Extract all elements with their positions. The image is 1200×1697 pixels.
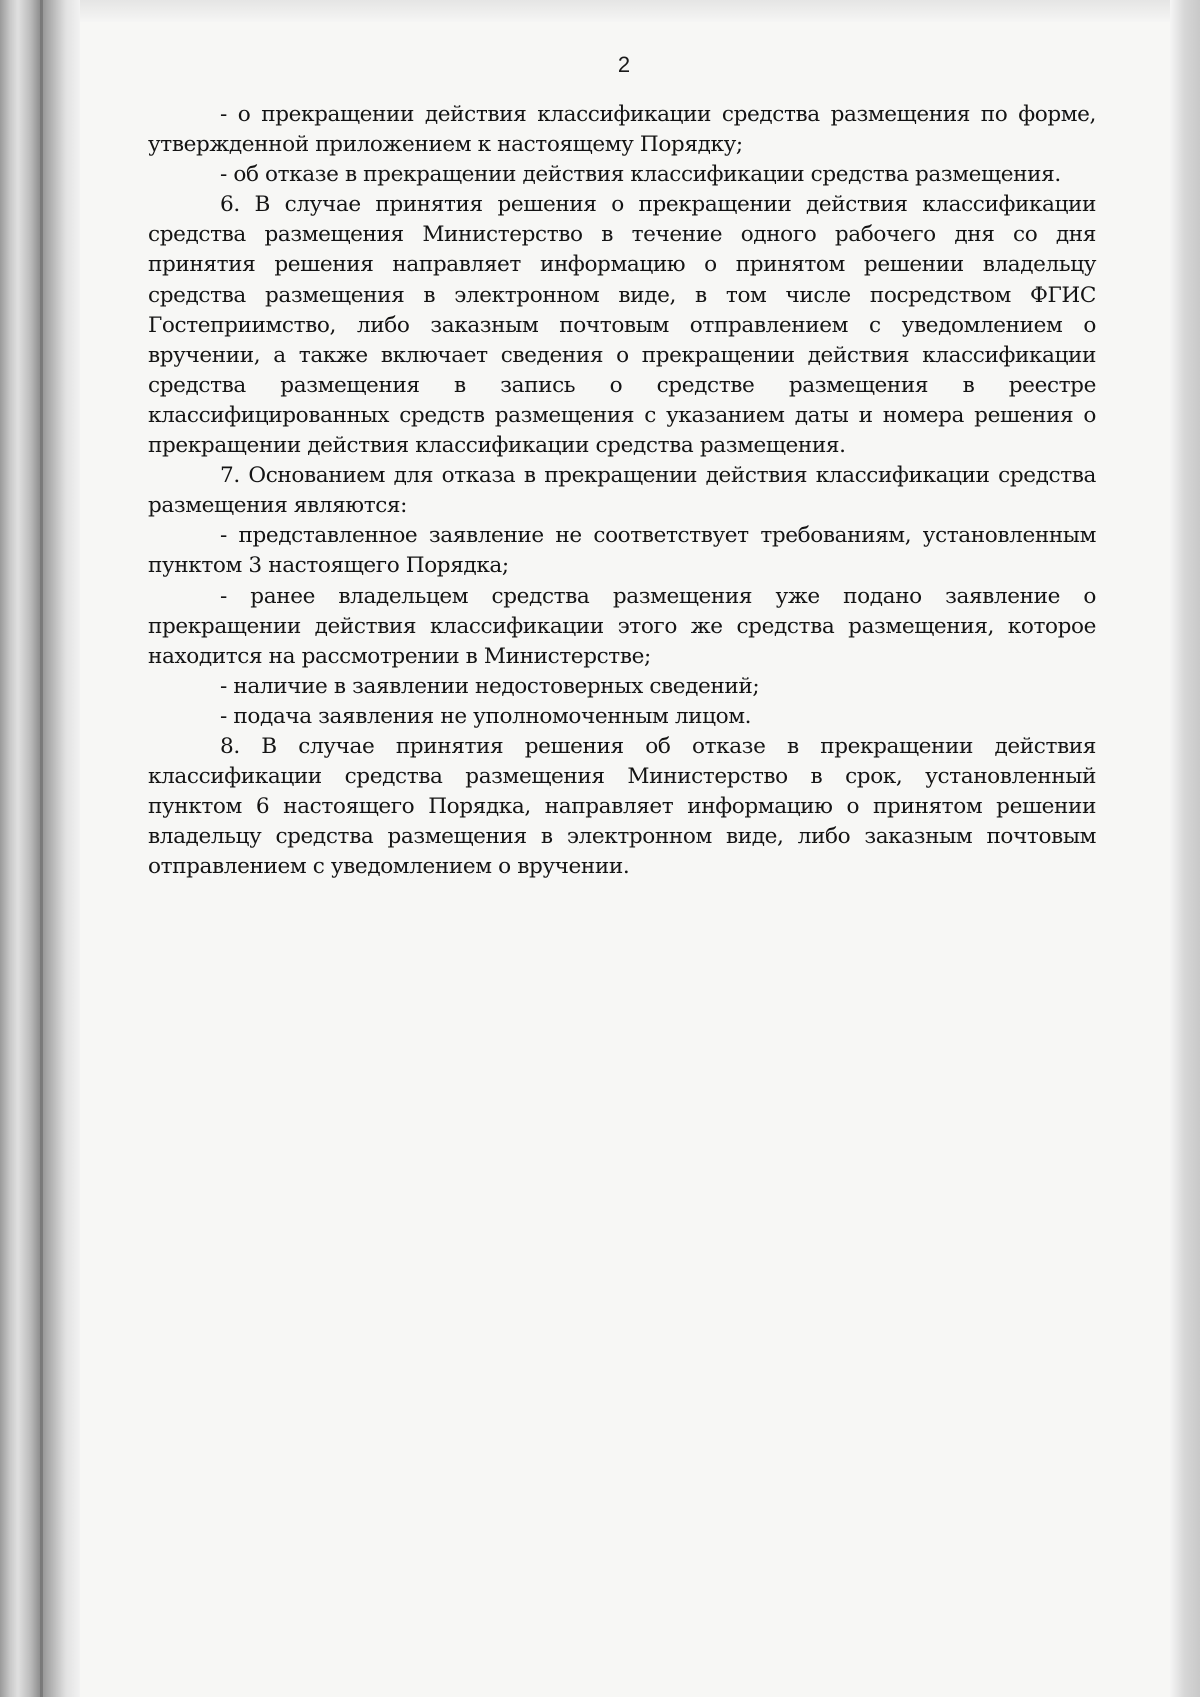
scan-shadow-right — [1170, 0, 1200, 1697]
paragraph-refusal-reason-2: - ранее владельцем средства размещения уже подано заявление о прекращении действия классификации этого же средства размещения, которое находится на рассмотрении в Министерстве; — [148, 583, 1096, 669]
paragraph-refusal-reason-1: - представленное заявление не соответствует требованиям, установленным пунктом 3 настоящего Порядка; — [148, 523, 1096, 579]
paragraph-item-7: 7. Основанием для отказа в прекращении действия классификации средства размещения являются: — [148, 463, 1096, 519]
paragraph-refusal-option: - об отказе в прекращении действия классификации средства размещения. — [220, 162, 1061, 188]
paragraph-refusal-reason-3: - наличие в заявлении недостоверных сведений; — [220, 673, 760, 699]
paragraph-refusal-reason-4: - подача заявления не уполномоченным лицом. — [220, 703, 752, 729]
page-number: 2 — [617, 52, 631, 77]
paragraph-termination-form: - о прекращении действия классификации средства размещения по форме, утвержденной приложением к настоящему Порядку; — [148, 102, 1096, 158]
document-body — [148, 100, 1096, 882]
paragraph-item-6: 6. В случае принятия решения о прекращении действия классификации средства размещения Министерство в течение одного рабочего дня со дня принятия решения направляет информацию о принятом решении владельцу средства размещения в электронном виде, в том числе посредством ФГИС Гостеприимство, либо заказным почтовым отправлением с уведомлением о вручении, а также включает сведения о прекращении действия классификации средства размещения в запись о средстве размещения в реестре классифицированных средств размещения с указанием даты и номера решения о прекращении действия классификации средства размещения. — [148, 192, 1096, 459]
scan-shadow-top — [0, 0, 1200, 22]
paragraph-item-8: 8. В случае принятия решения об отказе в прекращении действия классификации средства размещения Министерство в срок, установленный пунктом 6 настоящего Порядка, направляет информацию о принятом решении владельцу средства размещения в электронном виде, либо заказным почтовым отправлением с уведомлением о вручении. — [148, 733, 1096, 880]
scan-binding-line — [40, 0, 43, 1697]
